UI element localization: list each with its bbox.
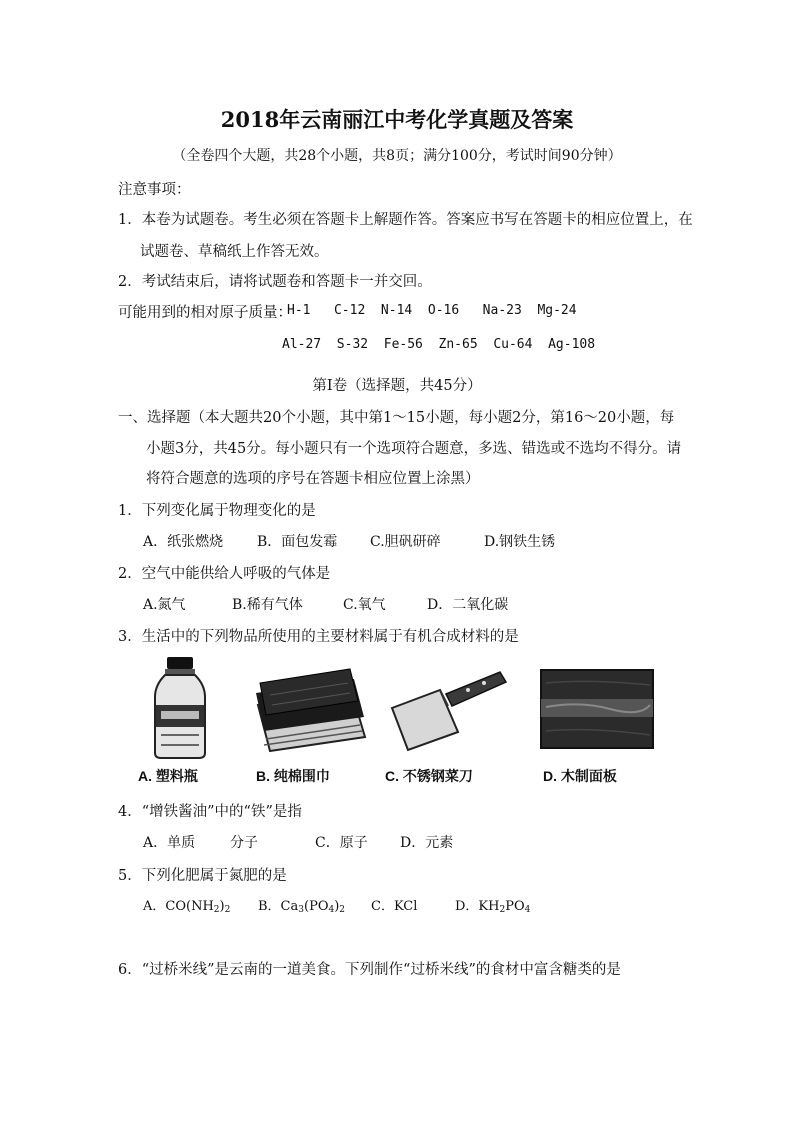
q3-option-a: A. 塑料瓶 (138, 768, 198, 784)
question-4-stem: 4．“增铁酱油”中的“铁”是指 (118, 804, 302, 820)
wooden-board-image (540, 669, 654, 749)
page-title: 2018年云南丽江中考化学真题及答案 (220, 107, 574, 132)
q1-option-d: D.钢铁生锈 (484, 534, 556, 550)
notice-item-1: 1．本卷为试题卷。考生必须在答题卡上解题作答。答案应书写在答题卡的相应位置上，在 (118, 212, 693, 228)
section-instructions-cont: 将符合题意的选项的序号在答题卡相应位置上涂黑） (146, 471, 480, 487)
kitchen-knife-image (388, 668, 508, 753)
question-2-stem: 2．空气中能供给人呼吸的气体是 (118, 566, 331, 582)
atomic-mass-line-2: Al-27 S-32 Fe-56 Zn-65 Cu-64 Ag-108 (282, 337, 596, 352)
atomic-mass-line-1: H-1 C-12 N-14 O-16 Na-23 Mg-24 (287, 303, 577, 318)
q4-option-a: A．单质 (143, 835, 196, 851)
q1-option-b: B．面包发霉 (257, 534, 338, 550)
section-instructions-cont: 小题3分，共45分。每小题只有一个选项符合题意，多选、错选或不选均不得分。请 (146, 441, 682, 457)
q4-option-d: D．元素 (400, 835, 454, 851)
exam-info: （全卷四个大题，共28个小题，共8页；满分100分，考试时间90分钟） (172, 148, 622, 164)
q2-option-d: D．二氧化碳 (427, 597, 509, 613)
q3-option-b: B. 纯棉围巾 (256, 768, 330, 784)
q5-option-a: A．$CO(NH_2)_2$ (143, 899, 231, 915)
notice-heading: 注意事项： (118, 182, 191, 198)
question-6-stem: 6．“过桥米线”是云南的一道美食。下列制作“过桥米线”的食材中富含糖类的是 (118, 962, 621, 978)
part-title: 第Ⅰ卷（选择题，共45分） (312, 378, 482, 394)
q5-option-d: D．$KH_2PO_4$ (455, 899, 531, 915)
q1-option-c: C.胆矾研碎 (370, 534, 441, 550)
q5-option-b: B．$Ca_3(PO_4)_2$ (258, 899, 346, 915)
q3-option-d: D. 木制面板 (543, 768, 617, 784)
q1-option-a: A．纸张燃烧 (143, 534, 224, 550)
q2-option-b: B.稀有气体 (232, 597, 303, 613)
q3-option-c: C. 不锈钢菜刀 (385, 768, 473, 784)
q4-option-b: 分子 (230, 835, 258, 851)
question-1-stem: 1．下列变化属于物理变化的是 (118, 503, 316, 519)
question-3-stem: 3．生活中的下列物品所使用的主要材料属于有机合成材料的是 (118, 629, 519, 645)
question-5-stem: 5．下列化肥属于氮肥的是 (118, 868, 287, 884)
cotton-scarf-image (250, 665, 370, 760)
notice-item-2: 2．考试结束后，请将试题卷和答题卡一并交回。 (118, 274, 432, 290)
notice-item-1-cont: 试题卷、草稿纸上作答无效。 (140, 244, 329, 260)
plastic-bottle-image (145, 655, 215, 760)
q2-option-a: A.氮气 (143, 597, 186, 613)
q2-option-c: C.氧气 (343, 597, 386, 613)
atomic-mass-label: 可能用到的相对原子质量： (118, 305, 292, 321)
q4-option-c: C．原子 (315, 835, 368, 851)
section-instructions: 一、选择题（本大题共20个小题，其中第1～15小题，每小题2分，第16～20小题，每 (118, 410, 675, 426)
q5-option-c: C．KCl (371, 899, 418, 914)
